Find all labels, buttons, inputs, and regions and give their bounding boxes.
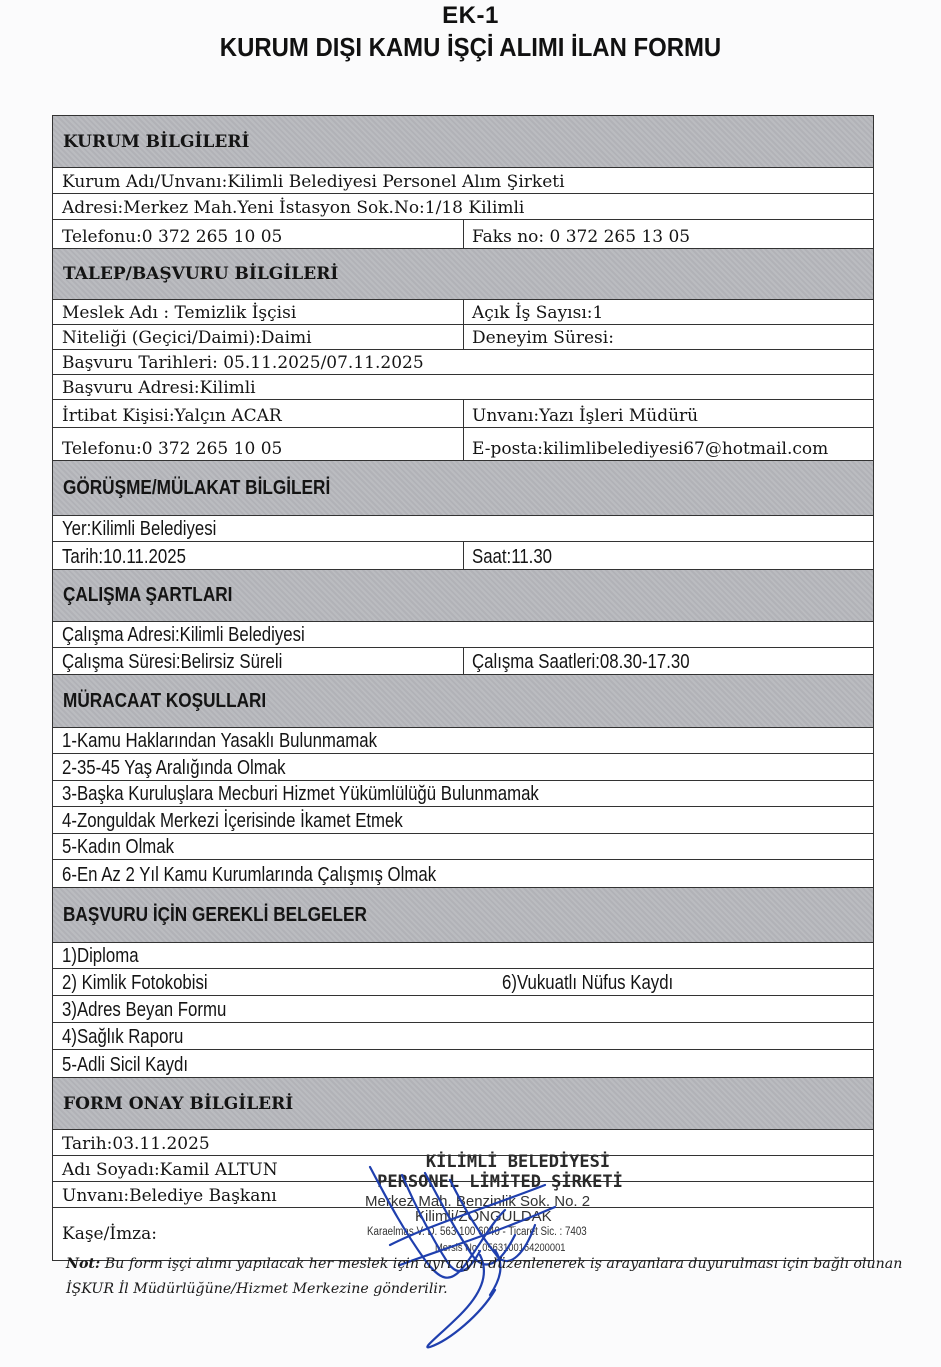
onay-unvan-row <box>53 1182 873 1208</box>
section-title: MÜRACAAT KOŞULLARI <box>63 689 267 712</box>
stamp-line: Merkez Mah. Benzinlik Sok. No. 2 <box>365 1193 591 1210</box>
gorusme-saat: Saat:11.30 <box>472 546 553 568</box>
kurum-adi: Kurum Adı/Unvanı:Kilimli Belediyesi Personel Alım Şirketi <box>62 172 565 192</box>
footer-note <box>66 1252 906 1302</box>
calisma-adresi: Çalışma Adresi:Kilimli Belediyesi <box>62 624 305 646</box>
announcement-form <box>52 115 874 1261</box>
muracaat-item-text: 3-Başka Kuruluşlara Mecburi Hizmet Yükümlülüğü Bulunmamak <box>62 783 539 805</box>
talep-eposta[interactable]: E-posta:kilimlibelediyesi67@hotmail.com <box>472 439 829 459</box>
talep-iletisim-row <box>53 428 873 461</box>
section-title: ÇALIŞMA ŞARTLARI <box>63 584 233 606</box>
onay-tarih-row <box>53 1130 873 1156</box>
muracaat-item-text: 4-Zonguldak Merkezi İçerisinde İkamet Etmek <box>62 810 403 832</box>
belge-item-extra: 6)Vukuatlı Nüfus Kaydı <box>502 972 674 994</box>
kurum-adres-row <box>53 194 873 220</box>
section-title: GÖRÜŞME/MÜLAKAT BİLGİLERİ <box>63 476 331 499</box>
muracaat-item-text: 2-35-45 Yaş Aralığında Olmak <box>62 757 286 779</box>
onay-unvan: Unvanı:Belediye Başkanı <box>62 1186 277 1206</box>
belge-item <box>53 996 873 1023</box>
onay-tarih: Tarih:03.11.2025 <box>62 1134 210 1154</box>
kase-imza-label: Kaşe/İmza: <box>62 1223 158 1244</box>
section-calisma-header <box>53 570 873 622</box>
section-title: TALEP/BAŞVURU BİLGİLERİ <box>63 264 339 284</box>
irtibat-kisisi: İrtibat Kişisi:Yalçın ACAR <box>53 400 464 427</box>
muracaat-item <box>53 807 873 834</box>
muracaat-item <box>53 754 873 781</box>
section-muracaat-header <box>53 675 873 728</box>
note-label: Not: <box>66 1256 101 1272</box>
muracaat-item-text: 5-Kadın Olmak <box>62 836 175 858</box>
talep-irtibat-row <box>53 400 873 428</box>
stamp-line: KİLİMLİ BELEDİYESİ <box>425 1152 611 1172</box>
annex-label: EK-1 <box>442 2 499 29</box>
section-title: BAŞVURU İÇİN GEREKLİ BELGELER <box>63 903 367 926</box>
muracaat-item <box>53 728 873 754</box>
kurum-adi-row <box>53 168 873 194</box>
talep-adres-row <box>53 375 873 400</box>
muracaat-item <box>53 834 873 860</box>
basvuru-adresi: Başvuru Adresi:Kilimli <box>62 378 256 398</box>
section-talep-header <box>53 249 873 300</box>
belge-item <box>53 943 873 969</box>
deneyim-suresi: Deneyim Süresi: <box>472 328 614 348</box>
calisma-adres-row <box>53 622 873 648</box>
section-gorusme-header <box>53 461 873 516</box>
gorusme-tarih-row <box>53 542 873 570</box>
muracaat-item <box>53 860 873 888</box>
page-title: KURUM DIŞI KAMU İŞÇİ ALIMI İLAN FORMU <box>219 32 722 62</box>
calisma-sure-row <box>53 648 873 675</box>
belge-item-text: 1)Diploma <box>62 945 139 967</box>
muracaat-item-text: 6-En Az 2 Yıl Kamu Kurumlarında Çalışmış Olmak <box>62 864 437 886</box>
muracaat-item <box>53 781 873 807</box>
niteligi: Niteliği (Geçici/Daimi):Daimi <box>53 325 464 349</box>
belge-item <box>53 1050 873 1078</box>
kurum-faks: Faks no: 0 372 265 13 05 <box>472 227 691 247</box>
talep-telefon: Telefonu:0 372 265 10 05 <box>53 428 464 460</box>
talep-meslek-row <box>53 300 873 325</box>
gorusme-tarih: Tarih:10.11.2025 <box>62 546 186 568</box>
kurum-telefon: Telefonu:0 372 265 10 05 <box>53 220 464 248</box>
belge-item-text: 5-Adli Sicil Kaydı <box>62 1054 189 1076</box>
muracaat-item-text: 1-Kamu Haklarından Yasaklı Bulunmamak <box>62 730 377 752</box>
basvuru-tarihleri: Başvuru Tarihleri: 05.11.2025/07.11.2025 <box>62 353 424 373</box>
section-onay-header <box>53 1078 873 1130</box>
talep-tarih-row <box>53 350 873 375</box>
kurum-adres: Adresi:Merkez Mah.Yeni İstasyon Sok.No:1/18 Kilimli <box>62 198 525 218</box>
belge-item-text: 2) Kimlik Fotokobisi <box>62 972 208 994</box>
gorusme-yer: Yer:Kilimli Belediyesi <box>62 518 217 540</box>
acik-is-sayisi: Açık İş Sayısı:1 <box>472 303 604 323</box>
belge-item-text: 3)Adres Beyan Formu <box>62 999 227 1021</box>
kurum-telefon-row <box>53 220 873 249</box>
belge-item <box>53 1023 873 1050</box>
onay-adi-row <box>53 1156 873 1182</box>
stamp-line: Kilimli/ZONGULDAK <box>415 1208 552 1225</box>
belge-item-text: 4)Sağlık Raporu <box>62 1026 184 1048</box>
talep-nitelik-row <box>53 325 873 350</box>
section-belgeler-header <box>53 888 873 943</box>
section-title: KURUM BİLGİLERİ <box>63 131 250 152</box>
section-title: FORM ONAY BİLGİLERİ <box>63 1093 294 1114</box>
meslek-adi: Meslek Adı : Temizlik İşçisi <box>53 300 464 324</box>
note-text: Bu form işçi alımı yapılacak her meslek için ayrı ayrı düzenlenerek iş arayanlara duyurulması için bağlı olunan İŞKUR İl Müdürlüğüne/Hizmet Merkezine gönderilir. <box>66 1256 903 1297</box>
gorusme-yer-row <box>53 516 873 542</box>
calisma-suresi: Çalışma Süresi:Belirsiz Süreli <box>62 651 283 673</box>
calisma-saatleri: Çalışma Saatleri:08.30-17.30 <box>472 651 690 673</box>
irtibat-unvan: Unvanı:Yazı İşleri Müdürü <box>472 406 699 426</box>
belge-item <box>53 969 873 996</box>
stamp-line: Karaelmas V. D. 563 100 6040 - Ticaret Sic. : 7403 <box>367 1226 587 1238</box>
onay-adi-soyadi: Adı Soyadı:Kamil ALTUN <box>62 1160 278 1180</box>
section-kurum-header <box>53 116 873 168</box>
stamp-line: Mersis No: 0563100164200001 <box>435 1242 566 1254</box>
stamp-line: PERSONEL LİMİTED ŞİRKETİ <box>377 1172 623 1192</box>
